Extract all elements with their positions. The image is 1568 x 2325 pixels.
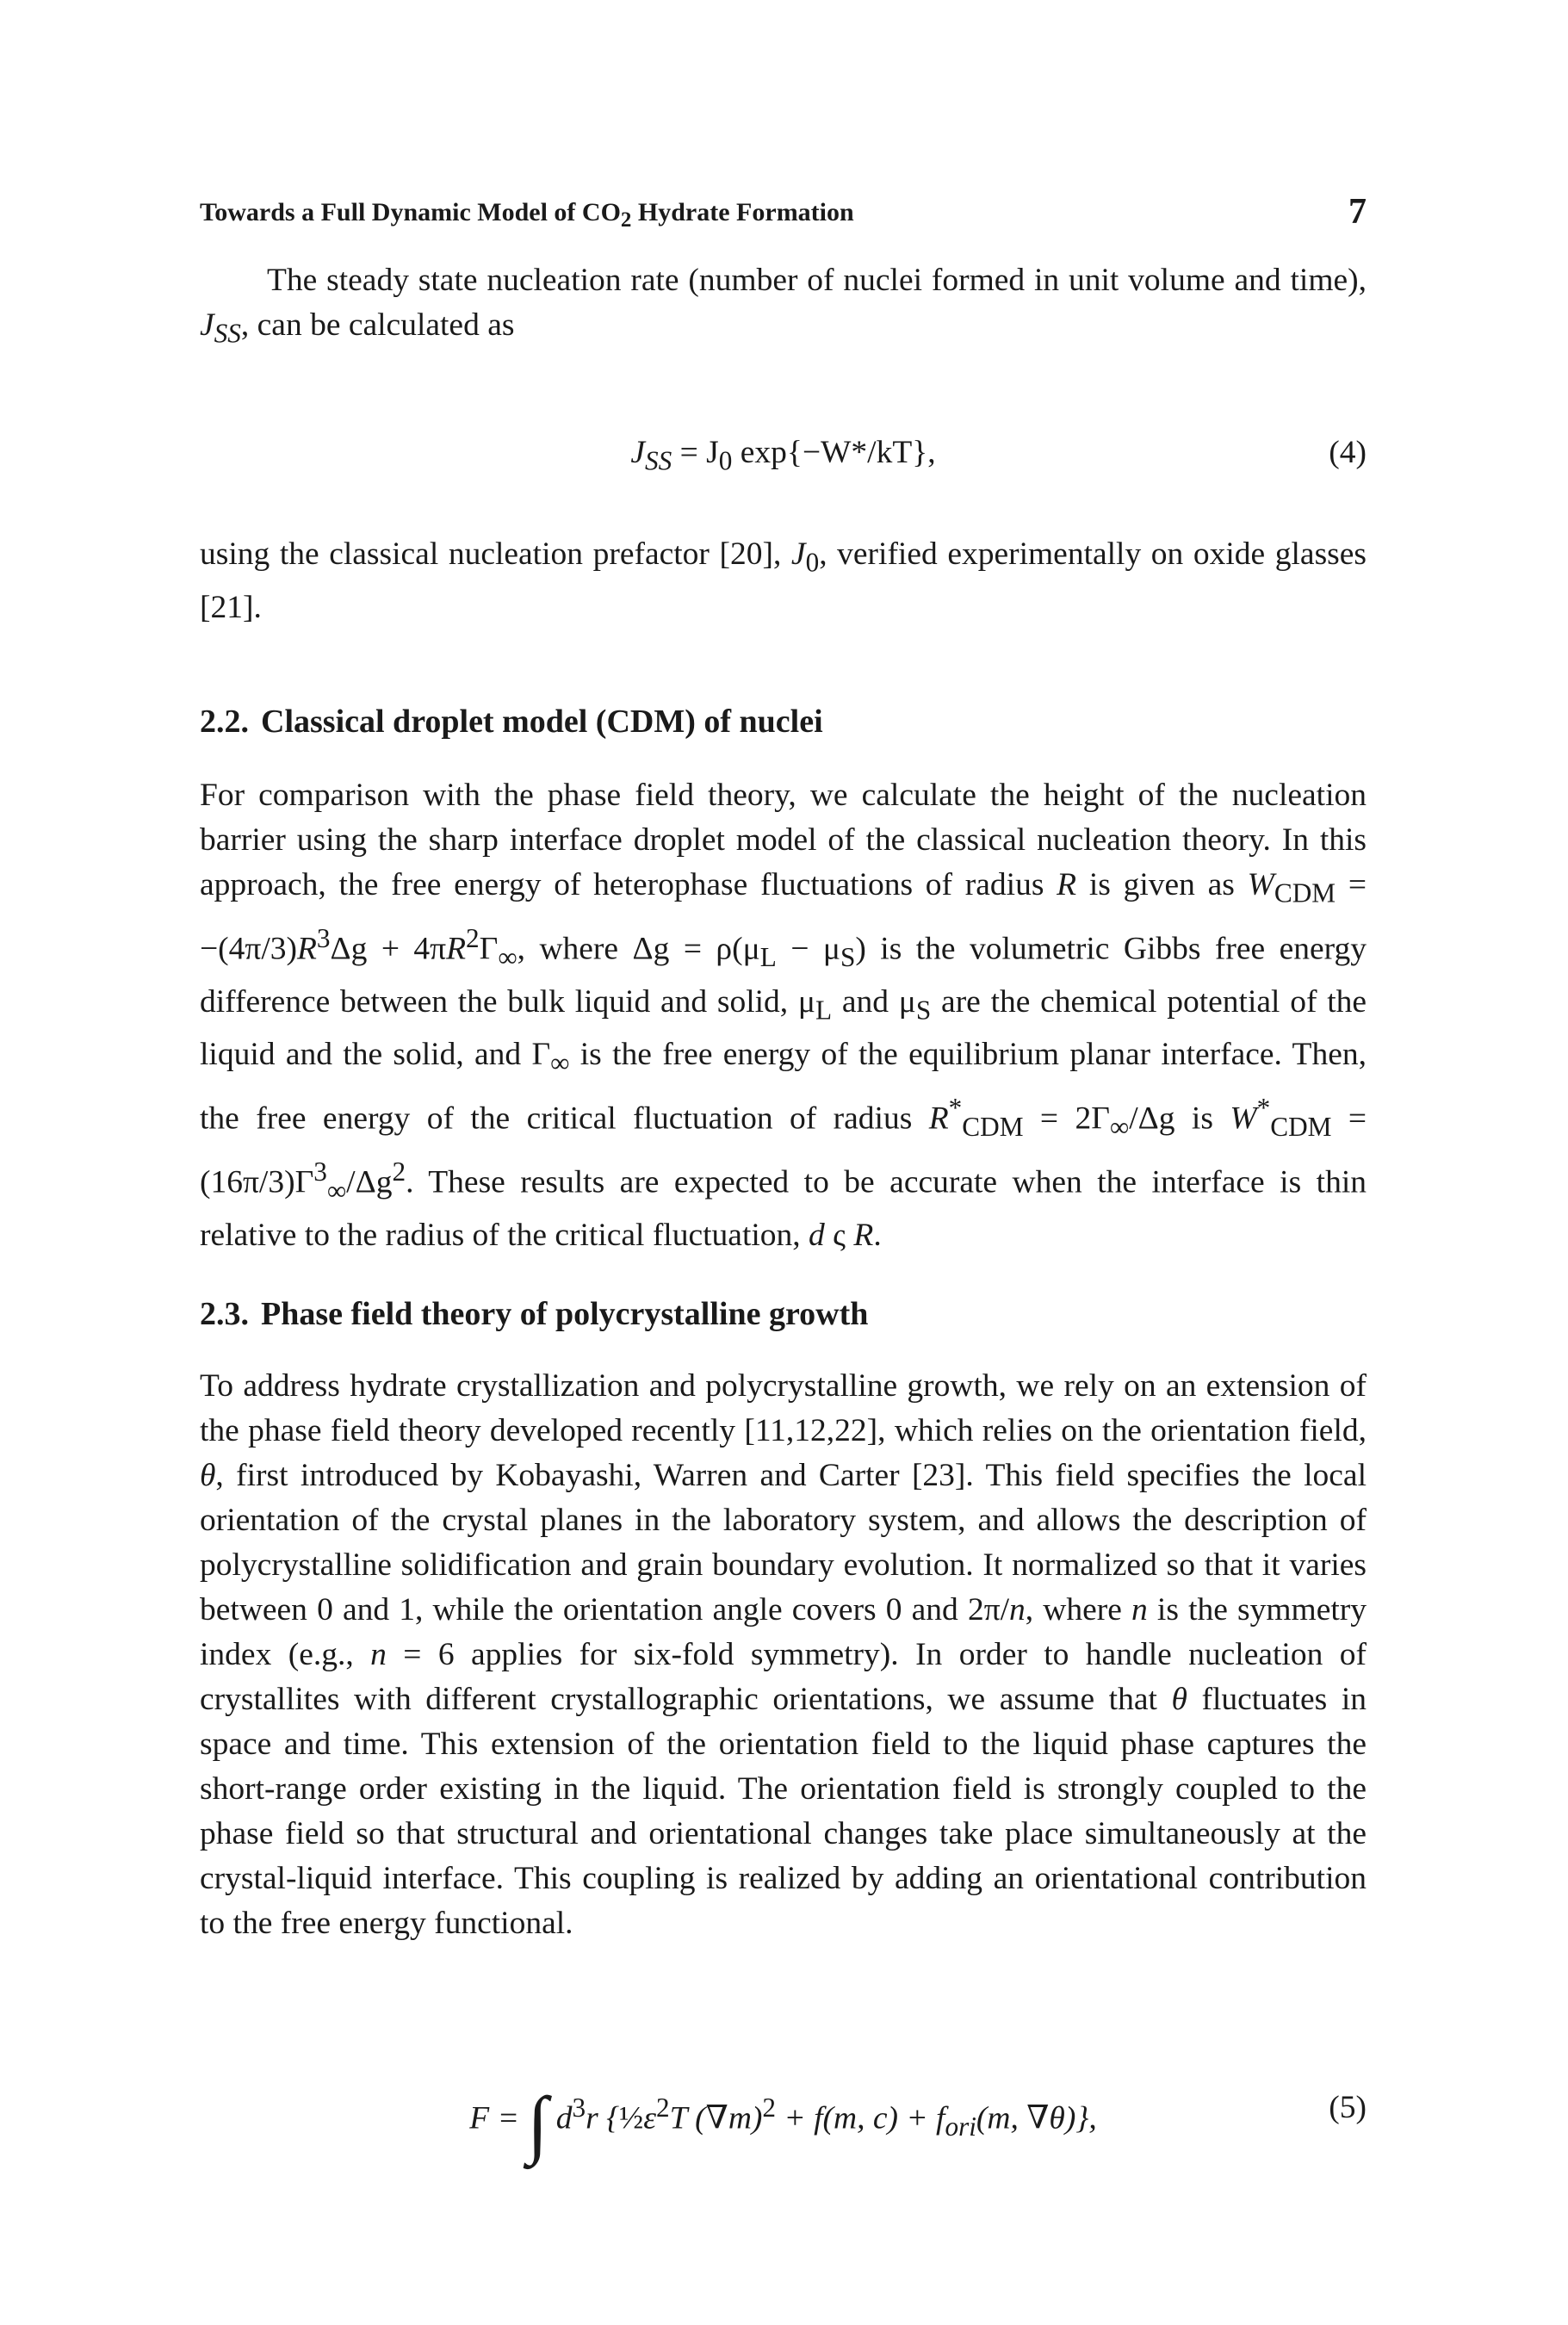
equation-5-formula: F = ∫ $d^3r$ {$\frac{1}{2}\varepsilon^2T$ $(\nabla m)^2 + f(m$, $c) + f_{ori}(m$, ∇θ)}, (469, 2082, 1097, 2167)
running-title: Towards a Full Dynamic Model of $CO_2$ Hydrate Formation (200, 198, 854, 232)
section-heading-2-3: 2.3. Phase field theory of polycrystalline growth (200, 1296, 869, 1332)
section-heading-2-2: 2.2. Classical droplet model (CDM) of nuclei (200, 704, 823, 740)
equation-4-number: (4) (1329, 435, 1367, 470)
equation-4 (200, 427, 1367, 479)
paragraph-nucleation-rate: The steady state nucleation rate (number of nuclei formed in unit volume and time), $J_{SS}$, can be calculated as (200, 263, 1367, 349)
equation-4-formula: $J_{SS} = J_0$ exp{−W*/kT}, (630, 435, 936, 476)
paragraph-prefactor: using the classical nucleation prefactor [20], $J_0$, verified experimentally on oxide glasses [21]. (200, 536, 1367, 625)
page-number: 7 (1348, 192, 1367, 232)
equation-5-number: (5) (1329, 2090, 1367, 2125)
paragraph-phase-field: To address hydrate crystallization and polycrystalline growth, we rely on an extension of the phase field theory developed recently [11,12,22], which relies on the orientation field, θ, first introduced by Kobayashi, Warren and Carter [23]. This field specifies the local orientation of the crystal planes in the laboratory system, and allows the description of polycrystalline solidification and grain boundary evolution. It normalized so that it varies between 0 and 1, while the orientation angle covers 0 and 2π/n, where n is the symmetry index (e.g., n = 6 applies for six-fold symmetry). In order to handle nucleation of crystallites with different crystallographic orientations, we assume that θ fluctuates in space and time. This extension of the orientation field to the liquid phase captures the short-range order existing in the liquid. The orientation field is strongly coupled to the phase field so that structural and orientational changes take place simultaneously at the crystal-liquid interface. This coupling is realized by adding an orientational contribution to the free energy functional. (200, 1368, 1367, 1941)
paragraph-cdm: For comparison with the phase field theory, we calculate the height of the nucleation barrier using the sharp interface droplet model of the classical nucleation theory. In this approach, the free energy of heterophase fluctuations of radius R is given as $W_{CDM} = -(4\pi/3)R^3\Delta g + 4\pi R^2\Gamma_\infty$, where $\Delta g = \rho(\mu_L - \mu_S)$ is the volumetric Gibbs free energy difference between the bulk liquid and solid, $\mu_L$ and $\mu_S$ are the chemical potential of the liquid and the solid, and $\Gamma_\infty$ is the free energy of the equilibrium planar interface. Then, the free energy of the critical fluctuation of radius $R^*_{CDM} = 2\Gamma_\infty/\Delta g$ is $W^*_{CDM} = (16\pi/3)\Gamma^3_\infty/\Delta g^2$. These results are expected to be accurate when the interface is thin relative to the radius of the critical fluctuation, d ς R. (200, 778, 1367, 1253)
equation-5 (200, 2082, 1367, 2167)
